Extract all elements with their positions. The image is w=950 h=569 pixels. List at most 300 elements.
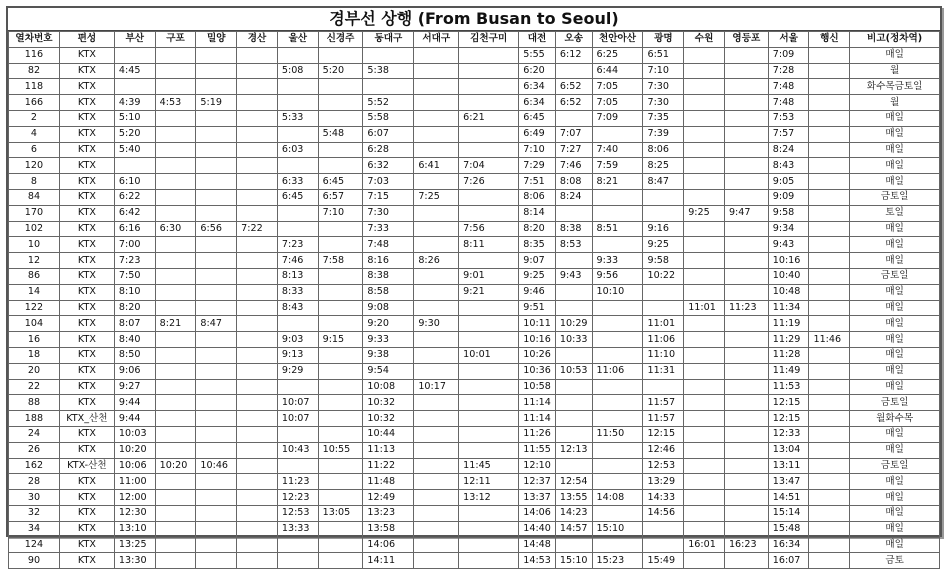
table-cell: 16:34 — [768, 537, 809, 553]
table-cell: 8:20 — [519, 221, 556, 237]
table-cell: 10:20 — [114, 442, 155, 458]
table-cell — [318, 347, 363, 363]
table-cell: 9:30 — [414, 316, 459, 332]
table-cell: 10:16 — [519, 332, 556, 348]
table-row — [9, 253, 940, 269]
table-cell — [414, 490, 459, 506]
table-cell — [196, 174, 237, 190]
table-cell: 8:14 — [519, 205, 556, 221]
table-cell: 토일 — [850, 205, 940, 221]
table-cell — [237, 332, 278, 348]
table-cell: 10:07 — [277, 411, 318, 427]
table-cell — [196, 110, 237, 126]
table-cell: 12:15 — [768, 411, 809, 427]
table-row — [9, 474, 940, 490]
table-cell — [684, 363, 725, 379]
table-cell — [414, 95, 459, 111]
table-cell — [592, 237, 643, 253]
table-cell: 88 — [9, 395, 60, 411]
table-row — [9, 379, 940, 395]
table-cell: 7:22 — [237, 221, 278, 237]
table-cell: 8:38 — [555, 221, 592, 237]
table-cell: 13:47 — [768, 474, 809, 490]
table-cell: 14:23 — [555, 505, 592, 521]
table-cell — [414, 47, 459, 63]
table-cell: 24 — [9, 426, 60, 442]
table-cell — [643, 189, 684, 205]
table-cell: KTX — [59, 174, 114, 190]
table-cell — [237, 189, 278, 205]
table-cell — [155, 537, 196, 553]
table-cell: 7:53 — [768, 110, 809, 126]
table-cell: 7:46 — [277, 253, 318, 269]
table-cell — [592, 474, 643, 490]
table-cell — [809, 158, 850, 174]
table-cell: 10:16 — [768, 253, 809, 269]
table-cell: 금토 — [850, 553, 940, 569]
table-cell: 금토일 — [850, 268, 940, 284]
table-cell: KTX — [59, 300, 114, 316]
table-cell — [809, 474, 850, 490]
table-cell: KTX — [59, 253, 114, 269]
table-cell — [277, 126, 318, 142]
table-cell — [724, 268, 768, 284]
table-cell: 13:29 — [643, 474, 684, 490]
table-cell: 9:38 — [363, 347, 414, 363]
table-cell — [724, 474, 768, 490]
table-row — [9, 395, 940, 411]
table-cell — [809, 347, 850, 363]
table-cell: 10 — [9, 237, 60, 253]
table-cell: 월 — [850, 95, 940, 111]
table-cell — [724, 142, 768, 158]
table-cell — [155, 332, 196, 348]
table-cell — [724, 47, 768, 63]
table-cell — [684, 63, 725, 79]
table-row — [9, 221, 940, 237]
table-cell: 11:22 — [363, 458, 414, 474]
table-cell: 9:51 — [519, 300, 556, 316]
table-cell: KTX — [59, 442, 114, 458]
table-cell — [237, 284, 278, 300]
table-row — [9, 411, 940, 427]
table-cell — [459, 79, 519, 95]
table-cell — [318, 458, 363, 474]
table-cell: 8:13 — [277, 268, 318, 284]
table-cell: 13:58 — [363, 521, 414, 537]
table-cell — [155, 79, 196, 95]
table-cell — [809, 316, 850, 332]
table-cell: 10:46 — [196, 458, 237, 474]
table-cell: 170 — [9, 205, 60, 221]
table-cell: 13:05 — [318, 505, 363, 521]
table-cell: 7:51 — [519, 174, 556, 190]
table-cell: 5:20 — [114, 126, 155, 142]
table-cell — [318, 379, 363, 395]
table-cell — [318, 316, 363, 332]
table-cell — [809, 442, 850, 458]
table-cell — [809, 505, 850, 521]
table-cell — [237, 537, 278, 553]
table-cell: 12:15 — [643, 426, 684, 442]
table-cell — [724, 110, 768, 126]
table-cell — [414, 63, 459, 79]
table-cell: 7:39 — [643, 126, 684, 142]
table-cell: 9:05 — [768, 174, 809, 190]
table-cell: 6:28 — [363, 142, 414, 158]
table-cell — [277, 47, 318, 63]
table-cell: 11:53 — [768, 379, 809, 395]
table-cell — [277, 205, 318, 221]
table-cell: 10:06 — [114, 458, 155, 474]
table-cell: 26 — [9, 442, 60, 458]
table-cell — [277, 426, 318, 442]
table-cell: 8:10 — [114, 284, 155, 300]
column-header: 서울 — [768, 32, 809, 48]
table-cell — [155, 442, 196, 458]
table-cell: 8 — [9, 174, 60, 190]
table-cell: 7:03 — [363, 174, 414, 190]
table-cell — [555, 458, 592, 474]
table-cell — [684, 95, 725, 111]
table-cell: 11:00 — [114, 474, 155, 490]
table-cell — [237, 47, 278, 63]
table-cell — [809, 379, 850, 395]
table-cell — [643, 521, 684, 537]
table-cell: 6:12 — [555, 47, 592, 63]
table-cell — [643, 537, 684, 553]
table-cell — [196, 300, 237, 316]
table-cell — [196, 490, 237, 506]
table-cell: 10:58 — [519, 379, 556, 395]
table-cell — [592, 205, 643, 221]
table-cell — [237, 95, 278, 111]
table-cell: KTX — [59, 347, 114, 363]
table-cell — [724, 332, 768, 348]
table-cell: 금토일 — [850, 395, 940, 411]
table-cell: 10:33 — [555, 332, 592, 348]
table-cell: 90 — [9, 553, 60, 569]
table-cell — [684, 505, 725, 521]
table-cell — [318, 521, 363, 537]
table-cell: 8:24 — [555, 189, 592, 205]
table-cell: 18 — [9, 347, 60, 363]
table-cell — [196, 205, 237, 221]
table-cell: 12:54 — [555, 474, 592, 490]
table-cell: 9:09 — [768, 189, 809, 205]
table-cell — [196, 347, 237, 363]
table-cell: 9:25 — [643, 237, 684, 253]
column-header: 밀양 — [196, 32, 237, 48]
table-cell: 매일 — [850, 490, 940, 506]
table-row — [9, 158, 940, 174]
table-cell — [155, 426, 196, 442]
table-cell: 매일 — [850, 221, 940, 237]
table-cell: 9:43 — [768, 237, 809, 253]
table-cell: 7:04 — [459, 158, 519, 174]
table-cell: 매일 — [850, 316, 940, 332]
table-cell: 16:01 — [684, 537, 725, 553]
table-cell — [414, 426, 459, 442]
table-cell: 11:46 — [809, 332, 850, 348]
table-cell — [592, 395, 643, 411]
table-cell: 10:11 — [519, 316, 556, 332]
table-cell: 5:19 — [196, 95, 237, 111]
table-cell — [318, 237, 363, 253]
table-cell: 9:20 — [363, 316, 414, 332]
table-cell — [724, 174, 768, 190]
table-cell: 14:48 — [519, 537, 556, 553]
table-cell — [318, 110, 363, 126]
table-cell: 11:01 — [643, 316, 684, 332]
table-cell: 10:26 — [519, 347, 556, 363]
table-cell: 금토일 — [850, 458, 940, 474]
timetable-frame — [6, 6, 942, 566]
table-cell — [592, 189, 643, 205]
table-cell — [684, 553, 725, 569]
table-cell: 11:06 — [643, 332, 684, 348]
table-row — [9, 426, 940, 442]
column-header: 천안아산 — [592, 32, 643, 48]
table-row — [9, 458, 940, 474]
column-header: 수원 — [684, 32, 725, 48]
table-cell — [724, 521, 768, 537]
table-cell — [459, 205, 519, 221]
table-cell: 9:21 — [459, 284, 519, 300]
table-cell — [555, 537, 592, 553]
table-cell — [724, 79, 768, 95]
table-cell: 7:48 — [363, 237, 414, 253]
table-cell: 9:27 — [114, 379, 155, 395]
table-cell — [196, 474, 237, 490]
table-cell — [196, 442, 237, 458]
table-cell: KTX — [59, 553, 114, 569]
table-cell: 11:01 — [684, 300, 725, 316]
table-cell: 매일 — [850, 379, 940, 395]
table-cell: 16:23 — [724, 537, 768, 553]
table-cell: 7:46 — [555, 158, 592, 174]
table-cell — [459, 63, 519, 79]
table-cell — [318, 142, 363, 158]
table-cell — [724, 316, 768, 332]
table-cell — [237, 442, 278, 458]
table-cell — [459, 537, 519, 553]
table-cell — [459, 553, 519, 569]
table-cell: 4:53 — [155, 95, 196, 111]
table-cell: 14:11 — [363, 553, 414, 569]
table-cell: 14:56 — [643, 505, 684, 521]
table-cell — [684, 189, 725, 205]
table-cell — [318, 490, 363, 506]
table-cell: 7:48 — [768, 95, 809, 111]
table-cell — [459, 253, 519, 269]
table-cell: 118 — [9, 79, 60, 95]
table-cell: 10:55 — [318, 442, 363, 458]
table-cell: 7:48 — [768, 79, 809, 95]
column-header: 비고(정차역) — [850, 32, 940, 48]
column-header: 행신 — [809, 32, 850, 48]
table-cell: 120 — [9, 158, 60, 174]
table-cell — [555, 379, 592, 395]
table-cell — [414, 458, 459, 474]
table-cell — [684, 268, 725, 284]
table-cell — [277, 379, 318, 395]
table-cell — [237, 63, 278, 79]
column-header: 대전 — [519, 32, 556, 48]
table-cell: KTX — [59, 284, 114, 300]
table-cell — [414, 174, 459, 190]
table-cell: 11:23 — [724, 300, 768, 316]
table-cell: 9:03 — [277, 332, 318, 348]
table-cell — [237, 363, 278, 379]
table-cell — [155, 142, 196, 158]
table-cell — [684, 411, 725, 427]
table-cell — [724, 284, 768, 300]
table-cell — [277, 79, 318, 95]
table-row — [9, 347, 940, 363]
column-header: 영등포 — [724, 32, 768, 48]
table-cell: 5:55 — [519, 47, 556, 63]
table-cell — [555, 110, 592, 126]
table-cell: 8:43 — [277, 300, 318, 316]
table-cell: 15:48 — [768, 521, 809, 537]
table-cell — [237, 490, 278, 506]
table-cell: 7:25 — [414, 189, 459, 205]
table-cell: 매일 — [850, 300, 940, 316]
table-cell: 7:27 — [555, 142, 592, 158]
table-cell: 14:33 — [643, 490, 684, 506]
table-cell — [196, 253, 237, 269]
table-row — [9, 316, 940, 332]
table-cell — [414, 205, 459, 221]
table-cell: 22 — [9, 379, 60, 395]
table-cell — [414, 300, 459, 316]
table-cell — [459, 379, 519, 395]
table-cell: 12:33 — [768, 426, 809, 442]
table-cell — [414, 474, 459, 490]
table-cell: 8:07 — [114, 316, 155, 332]
table-cell — [555, 284, 592, 300]
table-cell — [318, 221, 363, 237]
table-cell: 13:33 — [277, 521, 318, 537]
table-cell — [809, 490, 850, 506]
table-cell — [724, 253, 768, 269]
table-cell — [414, 363, 459, 379]
table-cell: 8:24 — [768, 142, 809, 158]
table-cell: 9:47 — [724, 205, 768, 221]
table-cell — [684, 237, 725, 253]
table-cell: 14:51 — [768, 490, 809, 506]
table-cell — [809, 174, 850, 190]
table-cell: 102 — [9, 221, 60, 237]
table-cell — [724, 63, 768, 79]
column-header: 울산 — [277, 32, 318, 48]
table-cell — [809, 253, 850, 269]
table-cell: 10:22 — [643, 268, 684, 284]
table-cell: 7:15 — [363, 189, 414, 205]
table-cell: 9:34 — [768, 221, 809, 237]
table-cell — [237, 237, 278, 253]
table-cell: 8:16 — [363, 253, 414, 269]
table-cell — [684, 332, 725, 348]
table-cell: 10:29 — [555, 316, 592, 332]
table-cell: 7:05 — [592, 79, 643, 95]
table-cell: KTX — [59, 426, 114, 442]
table-cell — [237, 553, 278, 569]
table-cell: 11:14 — [519, 395, 556, 411]
table-cell: 8:08 — [555, 174, 592, 190]
table-cell — [318, 284, 363, 300]
table-cell: 7:07 — [555, 126, 592, 142]
table-cell — [724, 490, 768, 506]
table-cell: 7:50 — [114, 268, 155, 284]
table-cell — [196, 505, 237, 521]
table-cell — [809, 553, 850, 569]
table-cell: 13:30 — [114, 553, 155, 569]
table-cell: 11:57 — [643, 411, 684, 427]
table-cell — [684, 521, 725, 537]
table-cell: 8:21 — [155, 316, 196, 332]
table-cell: KTX — [59, 221, 114, 237]
table-cell — [237, 158, 278, 174]
table-cell: 15:14 — [768, 505, 809, 521]
table-cell — [809, 395, 850, 411]
table-cell: KTX — [59, 363, 114, 379]
column-header: 오송 — [555, 32, 592, 48]
table-cell — [809, 126, 850, 142]
table-cell — [809, 426, 850, 442]
table-cell — [459, 426, 519, 442]
table-row — [9, 174, 940, 190]
table-cell: 9:58 — [768, 205, 809, 221]
table-row — [9, 553, 940, 569]
timetable-body — [9, 47, 940, 568]
table-cell: 6:56 — [196, 221, 237, 237]
table-cell — [414, 79, 459, 95]
table-cell: 화수목금토일 — [850, 79, 940, 95]
table-cell: 6:51 — [643, 47, 684, 63]
table-cell — [809, 458, 850, 474]
table-cell — [414, 411, 459, 427]
table-cell: 7:23 — [277, 237, 318, 253]
table-cell — [196, 553, 237, 569]
table-cell — [277, 458, 318, 474]
table-cell — [724, 158, 768, 174]
table-cell — [237, 253, 278, 269]
table-row — [9, 300, 940, 316]
table-cell: 8:47 — [196, 316, 237, 332]
table-cell: 9:58 — [643, 253, 684, 269]
table-cell: 6:21 — [459, 110, 519, 126]
table-cell: 7:30 — [643, 95, 684, 111]
table-cell — [237, 411, 278, 427]
table-cell — [592, 505, 643, 521]
table-cell: 11:10 — [643, 347, 684, 363]
table-cell: 10:32 — [363, 411, 414, 427]
table-cell: 7:56 — [459, 221, 519, 237]
table-cell — [459, 411, 519, 427]
table-cell: 20 — [9, 363, 60, 379]
table-row — [9, 126, 940, 142]
table-cell: 4:45 — [114, 63, 155, 79]
table-cell: 6:52 — [555, 95, 592, 111]
table-row — [9, 537, 940, 553]
table-cell: 12:30 — [114, 505, 155, 521]
table-cell: 7:05 — [592, 95, 643, 111]
table-cell: 124 — [9, 537, 60, 553]
table-cell — [318, 537, 363, 553]
table-cell: 10:43 — [277, 442, 318, 458]
